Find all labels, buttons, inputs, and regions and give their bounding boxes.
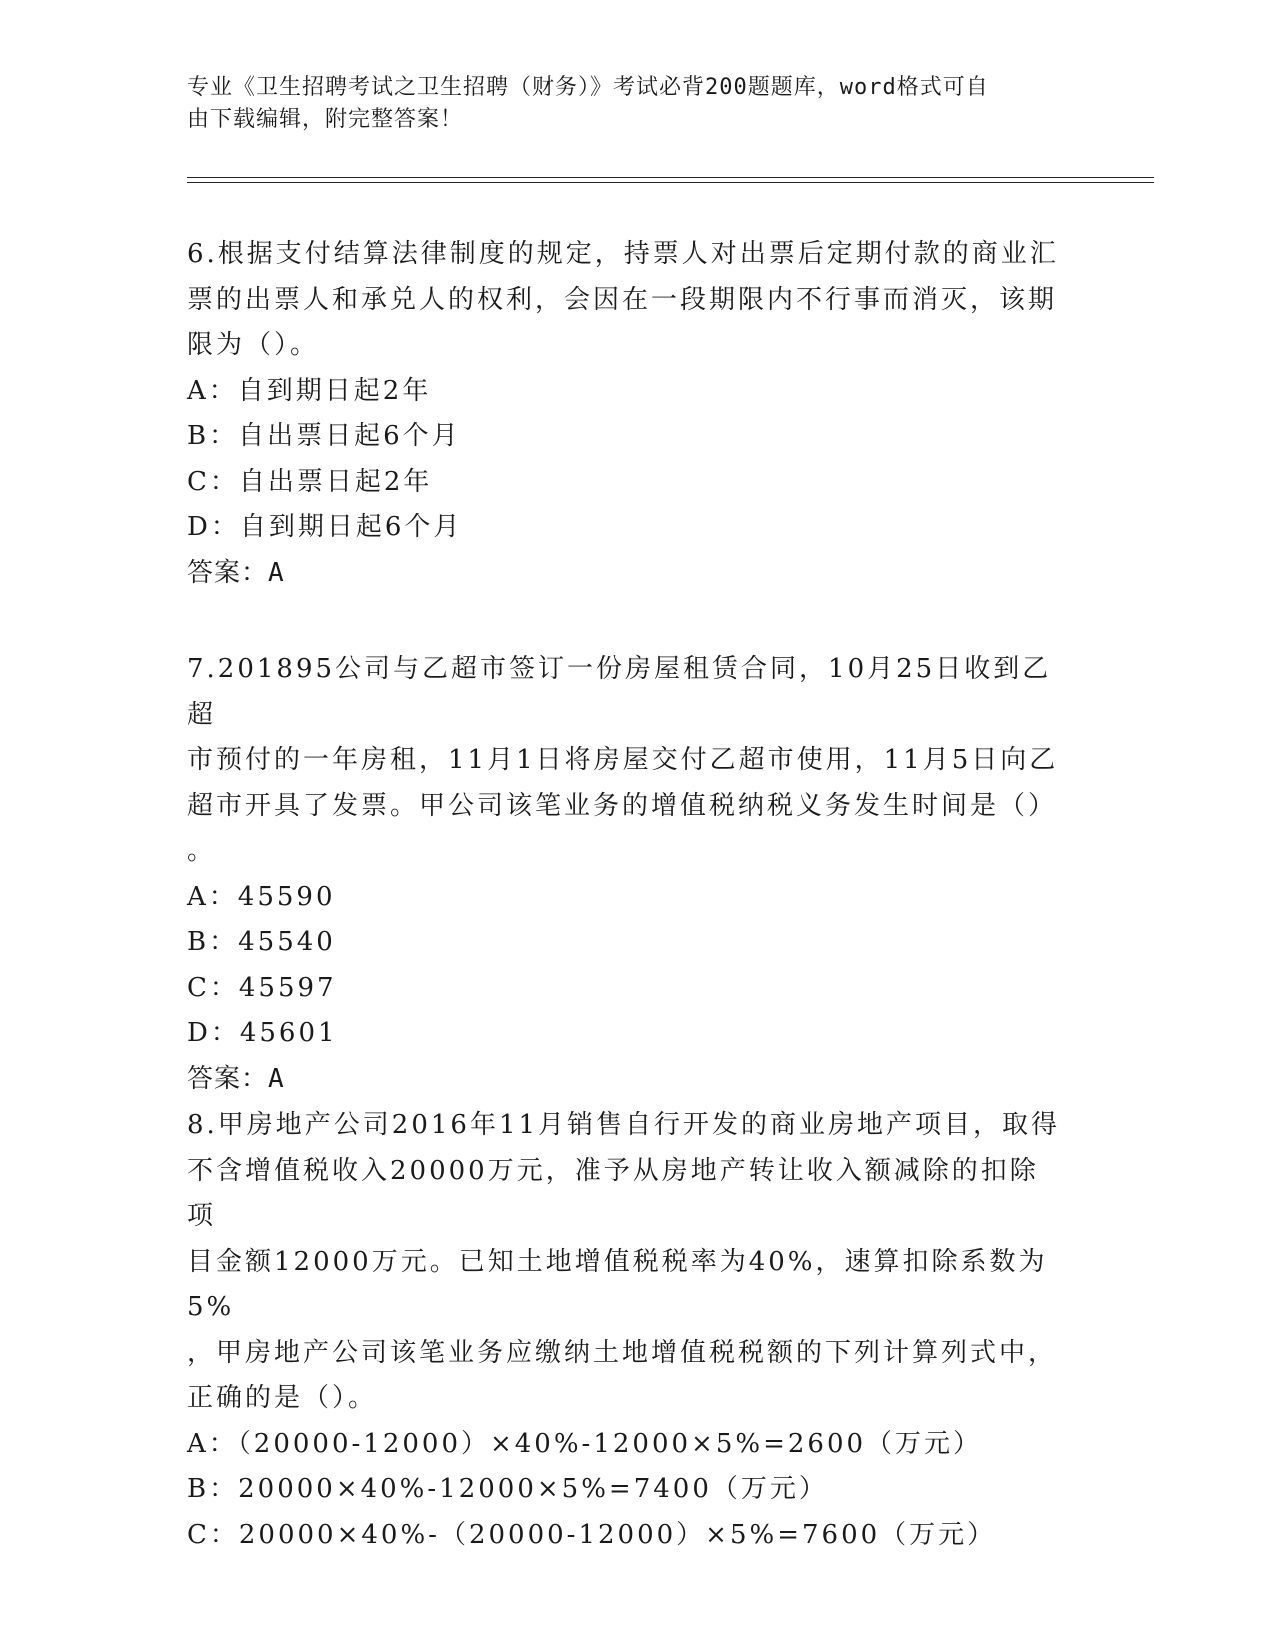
- option-a: A：45590: [187, 881, 336, 912]
- question-stem-line: 8.甲房地产公司2016年11月销售自行开发的商业房地产项目，取得: [187, 1110, 1061, 1140]
- question-stem-line: ，甲房地产公司该笔业务应缴纳土地增值税税额的下列计算列式中，: [187, 1337, 1058, 1368]
- question-stem-line: 票的出票人和承兑人的权利，会因在一段期限内不行事而消灭，该期: [187, 284, 1058, 315]
- option-c: C：20000×40%-（20000-12000）×5%=7600（万元）: [187, 1519, 997, 1550]
- question-stem-line: 市预付的一年房租，11月1日将房屋交付乙超市使用，11月5日向乙: [187, 745, 1059, 775]
- option-b: B：自出票日起6个月: [187, 421, 461, 451]
- question-6: [187, 232, 1067, 596]
- question-8: [187, 1103, 1067, 1558]
- option-d: D：自到期日起6个月: [187, 512, 463, 542]
- question-stem-line: 限为（）。: [187, 330, 320, 360]
- option-a: A：（20000-12000）×40%-12000×5%=2600（万元）: [187, 1428, 983, 1459]
- document-header: [187, 72, 1067, 136]
- question-7: [187, 647, 1067, 1102]
- option-c: C：45597: [187, 972, 337, 1003]
- question-stem-line: 正确的是（）。: [187, 1383, 378, 1413]
- header-divider-top: [187, 177, 1154, 178]
- option-b: B：45540: [187, 927, 336, 957]
- answer-label: 答案：A: [187, 1063, 285, 1094]
- question-stem-line: 超市开具了发票。甲公司该笔业务的增值税纳税义务发生时间是（）: [187, 790, 1058, 821]
- header-line-2: 由下载编辑，附完整答案！: [187, 107, 464, 132]
- question-stem-line: 6.根据支付结算法律制度的规定，持票人对出票后定期付款的商业汇: [187, 239, 1059, 269]
- question-stem-line: 不含增值税收入20000万元，准予从房地产转让收入额减除的扣除项: [187, 1155, 1039, 1231]
- answer-label: 答案：A: [187, 557, 285, 588]
- header-line-1: 专业《卫生招聘考试之卫生招聘（财务）》考试必背200题题库，word格式可自: [187, 75, 989, 100]
- question-stem-line: 。: [187, 836, 217, 866]
- option-a: A：自到期日起2年: [187, 375, 432, 406]
- question-stem-line: 目金额12000万元。已知土地增值税税率为40%，速算扣除系数为5%: [187, 1246, 1048, 1322]
- option-b: B：20000×40%-12000×5%=7400（万元）: [187, 1474, 828, 1504]
- header-divider-bottom: [187, 182, 1154, 183]
- option-d: D：45601: [187, 1018, 338, 1048]
- question-stem-line: 7.201895公司与乙超市签订一份房屋租赁合同，10月25日收到乙超: [187, 654, 1052, 730]
- option-c: C：自出票日起2年: [187, 466, 433, 497]
